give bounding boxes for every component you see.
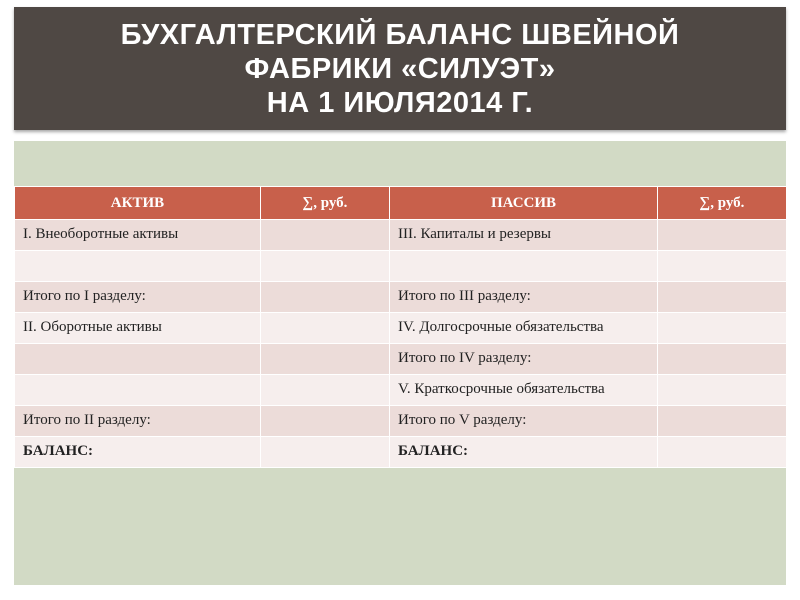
header-liabilities-sum: ∑, руб. xyxy=(658,187,787,220)
liability-sum-cell xyxy=(658,437,787,468)
header-assets: АКТИВ xyxy=(15,187,261,220)
liability-cell: IV. Долгосрочные обязательства xyxy=(390,313,658,344)
asset-cell xyxy=(15,251,261,282)
header-liabilities: ПАССИВ xyxy=(390,187,658,220)
table-row xyxy=(15,282,787,313)
liability-sum-cell xyxy=(658,251,787,282)
asset-sum-cell xyxy=(261,437,390,468)
liability-cell: Итого по III разделу: xyxy=(390,282,658,313)
asset-cell: Итого по I разделу: xyxy=(15,282,261,313)
liability-cell: III. Капиталы и резервы xyxy=(390,220,658,251)
liability-cell: Итого по IV разделу: xyxy=(390,344,658,375)
table-row xyxy=(15,313,787,344)
asset-sum-cell xyxy=(261,220,390,251)
liability-cell xyxy=(390,251,658,282)
asset-sum-cell xyxy=(261,406,390,437)
asset-cell: Итого по II разделу: xyxy=(15,406,261,437)
balance-sheet-table xyxy=(14,186,787,468)
liability-cell: Итого по V разделу: xyxy=(390,406,658,437)
slide-title-bar xyxy=(14,7,786,130)
liability-total-cell: БАЛАНС: xyxy=(390,437,658,468)
asset-cell: I. Внеоборотные активы xyxy=(15,220,261,251)
slide-title-line-3: НА 1 ИЮЛЯ2014 Г. xyxy=(266,86,534,119)
table-row xyxy=(15,437,787,468)
liability-sum-cell xyxy=(658,282,787,313)
asset-sum-cell xyxy=(261,344,390,375)
asset-sum-cell xyxy=(261,375,390,406)
asset-sum-cell xyxy=(261,251,390,282)
table-row xyxy=(15,375,787,406)
liability-sum-cell xyxy=(658,344,787,375)
table-row xyxy=(15,251,787,282)
slide-title-line-2: ФАБРИКИ «СИЛУЭТ» xyxy=(244,52,556,85)
table-row xyxy=(15,344,787,375)
liability-sum-cell xyxy=(658,375,787,406)
liability-sum-cell xyxy=(658,220,787,251)
table-header-row xyxy=(15,187,787,220)
table-row xyxy=(15,406,787,437)
header-assets-sum: ∑, руб. xyxy=(261,187,390,220)
asset-cell: II. Оборотные активы xyxy=(15,313,261,344)
liability-sum-cell xyxy=(658,313,787,344)
slide-title-line-1: БУХГАЛТЕРСКИЙ БАЛАНС ШВЕЙНОЙ xyxy=(120,18,680,51)
liability-sum-cell xyxy=(658,406,787,437)
asset-cell xyxy=(15,344,261,375)
table-row xyxy=(15,220,787,251)
asset-sum-cell xyxy=(261,313,390,344)
asset-cell xyxy=(15,375,261,406)
liability-cell: V. Краткосрочные обязательства xyxy=(390,375,658,406)
asset-sum-cell xyxy=(261,282,390,313)
asset-total-cell: БАЛАНС: xyxy=(15,437,261,468)
